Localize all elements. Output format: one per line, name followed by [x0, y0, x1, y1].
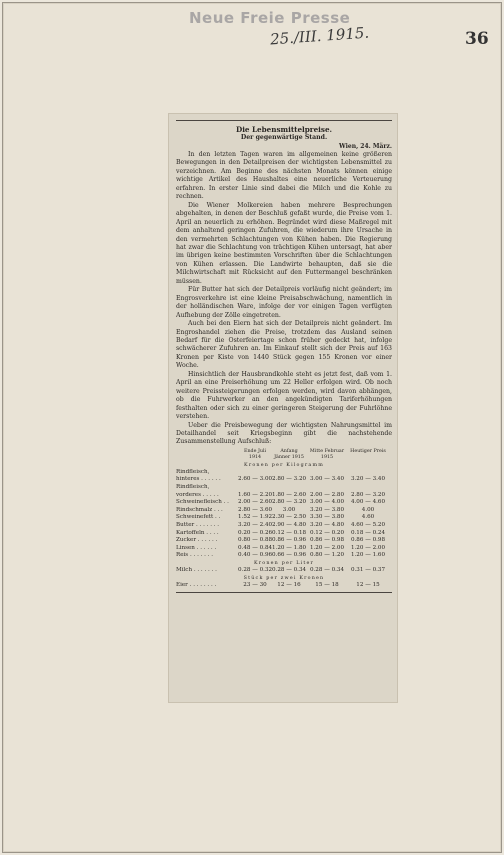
item-name-cell: Rindfleisch,: [176, 484, 210, 491]
price-cell: 3.20 — 2.40: [238, 522, 273, 529]
price-cell: [238, 484, 272, 492]
unit-label-liter: Kronen per Liter: [253, 560, 314, 566]
article-paragraph: Auch bei den Eiern hat sich der Detailpreis nicht geändert. Im Engroshandel ziehen die Preise, trotzdem das Ausland seinen Bedarf für die Osterfeiertage schon früher gedeckt hat, infolge schwächerer Zufuhren an. Im Einkauf stellt sich der Preis auf 163 Kronen per Kiste von 1440 Stück gegen 155 Kronen vor einer Woche.: [176, 320, 392, 370]
price-cell: 15 — 18: [315, 581, 339, 588]
table-row: [176, 552, 392, 560]
price-cell: 4.00: [361, 506, 375, 513]
table-row: [176, 492, 392, 500]
item-name-cell: Schweinefett . .: [176, 514, 221, 521]
table-row: [176, 514, 392, 522]
article-paragraph: Hinsichtlich der Hausbrandkohle steht es jetzt fest, daß vom 1. April an eine Preiserhöhung um 22 Heller erfolgen wird. Ob noch weitere Preissteigerungen erfolgen werden, wird davon abhängen, ob die Fuhrwerker an den angekündigten Tariferhöhungen festhalten oder sich zu einer geringeren Steigerung der Fuhrlöhne verstehen.: [176, 370, 392, 421]
price-cell: 2.80 — 3.20: [350, 491, 386, 498]
price-cell: 3.00 — 4.00: [309, 499, 345, 506]
price-cell: 1.20 — 1.80: [272, 544, 307, 551]
bottom-rule: [176, 592, 392, 593]
table-row: [176, 484, 392, 492]
price-cell: 0.66 — 0.96: [272, 552, 307, 559]
category-label: Rindfleisch,: [176, 468, 210, 475]
price-cell: 2.30 — 2.50: [272, 514, 307, 521]
price-cell: 0.31 — 0.37: [350, 566, 386, 573]
price-cell: 2.00 — 2.80: [309, 491, 345, 498]
price-cell: 0.12 — 0.18: [272, 529, 307, 536]
archive-sheet: [2, 2, 502, 853]
header-cell: Heutiger Preis: [350, 448, 386, 454]
item-name-cell: Milch . . . . . . .: [176, 566, 217, 573]
price-cell: 2.80 — 3.60: [238, 506, 273, 513]
clipping-content: [176, 118, 392, 698]
article-dateline: Wien, 24. März.: [339, 143, 392, 150]
price-cell: 0.18 — 0.24: [350, 529, 386, 536]
price-cell: [348, 484, 388, 492]
price-cell: 4.00 — 4.60: [350, 499, 386, 506]
item-name-cell: Eier . . . . . . . .: [176, 581, 217, 588]
table-row: [176, 567, 392, 575]
price-cell: 3.00: [282, 506, 296, 513]
item-name-cell: Linsen . . . . . .: [176, 544, 217, 551]
table-row: [176, 545, 392, 553]
price-cell: 2.00 — 2.60: [238, 499, 273, 506]
header-cell: [176, 449, 238, 461]
price-cell: 4.60 — 5.20: [350, 522, 386, 529]
price-cell: 0.80 — 1.20: [309, 552, 345, 559]
table-row: [176, 530, 392, 538]
price-cell: 1.20 — 2.00: [309, 544, 345, 551]
price-cell: 0.28 — 0.32: [238, 566, 273, 573]
price-cell: 3.30 — 3.80: [309, 514, 345, 521]
article-paragraph: Die Wiener Molkereien haben mehrere Besprechungen abgehalten, in denen der Beschluß gefaßt wurde, die Preise vom 1. April an neuerlich zu erhöhen. Begründet wird diese Maßregel mit dem anhaltend geringen Zufuhren, die wiederum ihre Ursache in den vermehrten Schlachtungen von Kühen haben. Die Regierung hat zwar die Schlachtung von trächtigen Kühen untersagt, hat aber im übrigen keine bestimmten Vorschriften über die Schlachtungen von Kühen erlassen. Die Landwirte behaupten, daß sie die Milchwirtschaft mit Rücksicht auf den Futtermangel beschränken müssen.: [176, 201, 392, 285]
item-name-cell: vorderes . . . . .: [176, 491, 219, 498]
price-cell: 12 — 16: [277, 581, 301, 588]
article-paragraph: Ueber die Preisbewegung der wichtigsten Nahrungsmittel im Detailhandel seit Kriegsbeginn gibt die nachstehende Zusammenstellung Aufschluß:: [176, 421, 392, 446]
price-cell: 0.86 — 0.96: [272, 537, 307, 544]
price-cell: 1.20 — 2.00: [350, 544, 386, 551]
table-row: [176, 537, 392, 545]
page-number: 36: [465, 29, 489, 49]
kilogram-rows: [176, 476, 392, 560]
article-title: Die Lebensmittelpreise.: [235, 125, 333, 134]
article-paragraph: Für Butter hat sich der Detailpreis vorläufig nicht geändert; im Engrosverkehre ist eine kleine Preisabschwächung, namentlich in der holländischen Ware, infolge der vor einigen Tagen verfügten Aufhebung der Zölle eingetreten.: [176, 286, 392, 319]
price-cell: 0.86 — 0.98: [350, 537, 386, 544]
price-cell: 2.90 — 4.80: [272, 522, 307, 529]
price-cell: 3.20 — 4.80: [309, 522, 345, 529]
price-cell: 0.40 — 0.96: [238, 552, 273, 559]
handwritten-date: 25./III. 1915.: [269, 23, 370, 49]
table-row: [176, 499, 392, 507]
price-cell: 0.80 — 0.88: [238, 537, 273, 544]
table-row: [176, 476, 392, 484]
price-table: [176, 449, 392, 589]
price-cell: 3.00 — 3.40: [309, 476, 345, 483]
header-cell: Mitte Februar 1915: [309, 448, 345, 460]
price-cell: 12 — 15: [356, 581, 380, 588]
article-paragraph: In den letzten Tagen waren im allgemeinen keine größeren Bewegungen in den Detailpreisen der wichtigsten Lebensmittel zu verzeichnen. Am Beginne des nächsten Monats können einige wichtige Artikel des Haushaltes eine neuerliche Verteuerung erfahren. In erster Linie sind dabei die Milch und die Kohle zu rechnen.: [176, 151, 392, 201]
table-row: [176, 582, 392, 590]
article-subtitle: Der gegenwärtige Stand.: [240, 134, 328, 141]
price-cell: 3.20 — 3.80: [309, 506, 345, 513]
price-cell: 4.60: [361, 514, 375, 521]
price-cell: 2.80 — 3.20: [272, 499, 307, 506]
top-rule: [176, 120, 392, 121]
newspaper-clipping: [168, 113, 398, 703]
price-table-header: [176, 449, 392, 461]
price-cell: 0.86 — 0.98: [309, 537, 345, 544]
price-cell: 2.80 — 3.20: [272, 476, 307, 483]
newspaper-stamp: Neue Freie Presse: [189, 9, 351, 27]
price-cell: 1.60 — 2.20: [238, 491, 273, 498]
price-cell: 1.20 — 1.60: [350, 552, 386, 559]
price-cell: 0.12 — 0.20: [309, 529, 345, 536]
price-cell: 1.80 — 2.60: [272, 491, 307, 498]
table-row: [176, 522, 392, 530]
item-name-cell: Rindschmalz . . .: [176, 506, 223, 513]
price-cell: [306, 484, 348, 492]
header-cell: Anfang Jänner 1915: [274, 448, 304, 460]
header-cell: Ende Juli 1914: [243, 448, 267, 460]
item-name-cell: Reis . . . . . . .: [176, 552, 214, 559]
item-name-cell: Zucker . . . . . .: [176, 537, 218, 544]
unit-label-kilogram: Kronen per Kilogramm: [244, 462, 324, 468]
pieces-rows: [176, 582, 392, 590]
item-name-cell: hinteres . . . . . .: [176, 476, 221, 483]
liter-rows: [176, 567, 392, 575]
price-cell: 3.20 — 3.40: [350, 476, 386, 483]
item-name-cell: Kartoffeln . . . .: [176, 529, 219, 536]
price-cell: 1.52 — 1.92: [238, 514, 273, 521]
unit-label-pieces: Stück per zwei Kronen: [243, 575, 325, 581]
price-cell: 0.28 — 0.34: [309, 566, 345, 573]
price-cell: 2.60 — 3.00: [238, 476, 273, 483]
price-cell: 0.20 — 0.26: [238, 529, 273, 536]
item-name-cell: Schweinefleisch . .: [176, 499, 229, 506]
price-cell: 0.48 — 0.84: [238, 544, 273, 551]
price-cell: 0.28 — 0.34: [272, 566, 307, 573]
item-name-cell: Butter . . . . . . .: [176, 522, 220, 529]
price-cell: 23 — 30: [243, 581, 267, 588]
price-cell: [272, 484, 306, 492]
table-row: [176, 507, 392, 515]
